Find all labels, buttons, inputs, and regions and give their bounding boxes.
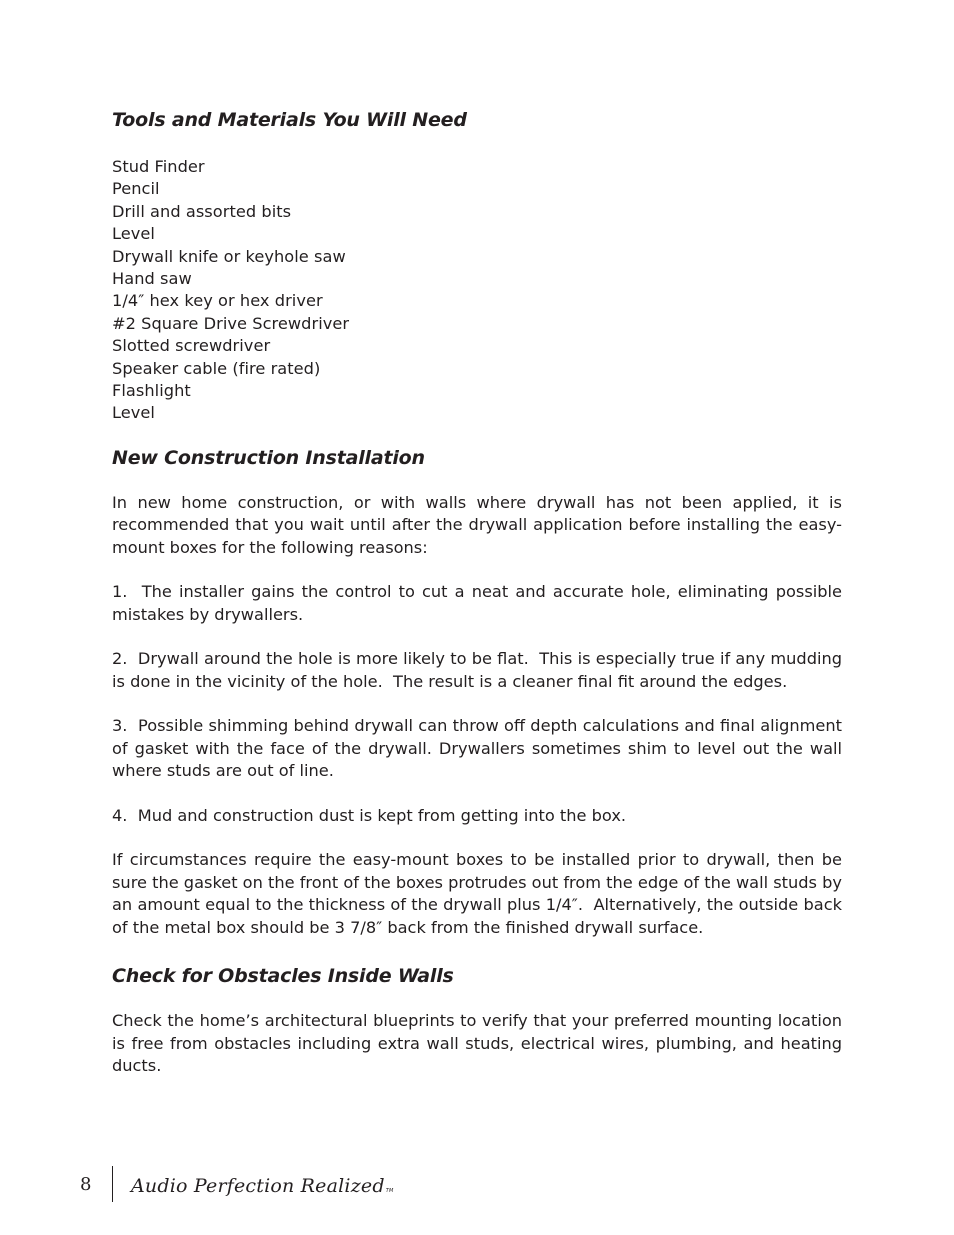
heading-tools-materials: Tools and Materials You Will Need [112,109,467,131]
tagline-text: Audio Perfection Realized [131,1175,385,1197]
heading-check-obstacles: Check for Obstacles Inside Walls [112,965,454,988]
footer-tagline [131,1175,394,1197]
list-item: Hand saw [112,269,192,289]
paragraph-reason-1: 1. The installer gains the control to cut a neat and accurate hole, eliminating possible mistakes by drywallers. [112,582,842,624]
list-item: Flashlight [112,381,191,401]
footer-divider [112,1166,113,1202]
list-item: Pencil [112,179,160,199]
list-item: 1/4″ hex key or hex driver [112,291,323,311]
paragraph-intro: In new home construction, or with walls where drywall has not been applied, it is recommended that you wait until after the drywall application before installing the easy-mount boxes for the following reasons: [112,492,842,557]
paragraph-reason-4: 4. Mud and construction dust is kept from getting into the box. [112,805,627,825]
paragraph-obstacles: Check the home’s architectural blueprints to verify that your preferred mounting location is free from obstacles including extra wall studs, electrical wires, plumbing, and heating ducts. [112,1011,842,1076]
page-content [112,104,842,1078]
trademark-mark: TM [385,1188,394,1194]
list-item: #2 Square Drive Screwdriver [112,313,350,333]
list-item: Speaker cable (fire rated) [112,358,321,378]
list-item: Level [112,224,155,244]
list-item: Level [112,403,155,423]
paragraph-reason-3: 3. Possible shimming behind drywall can throw off depth calculations and final alignment of gasket with the face of the drywall. Drywallers sometimes shim to level out the wall where studs are out of line. [112,716,842,781]
list-item: Drywall knife or keyhole saw [112,246,346,266]
tools-list [112,156,842,425]
paragraph-prior-drywall: If circumstances require the easy-mount boxes to be installed prior to drywall, then be sure the gasket on the front of the boxes protrudes out from the edge of the wall studs by an amount equal to the thickness of the drywall plus 1/4″. Alternatively, the outside back of the metal box should be 3 7/8″ back from the finished drywall surface. [112,850,842,937]
heading-new-construction: New Construction Installation [112,446,425,469]
page-number: 8 [80,1173,92,1195]
list-item: Stud Finder [112,157,205,176]
page-footer [80,1162,394,1206]
list-item: Drill and assorted bits [112,201,292,221]
list-item: Slotted screwdriver [112,336,271,356]
paragraph-reason-2: 2. Drywall around the hole is more likely to be flat. This is especially true if any mudding is done in the vicinity of the hole. The result is a cleaner final fit around the edges. [112,649,842,691]
